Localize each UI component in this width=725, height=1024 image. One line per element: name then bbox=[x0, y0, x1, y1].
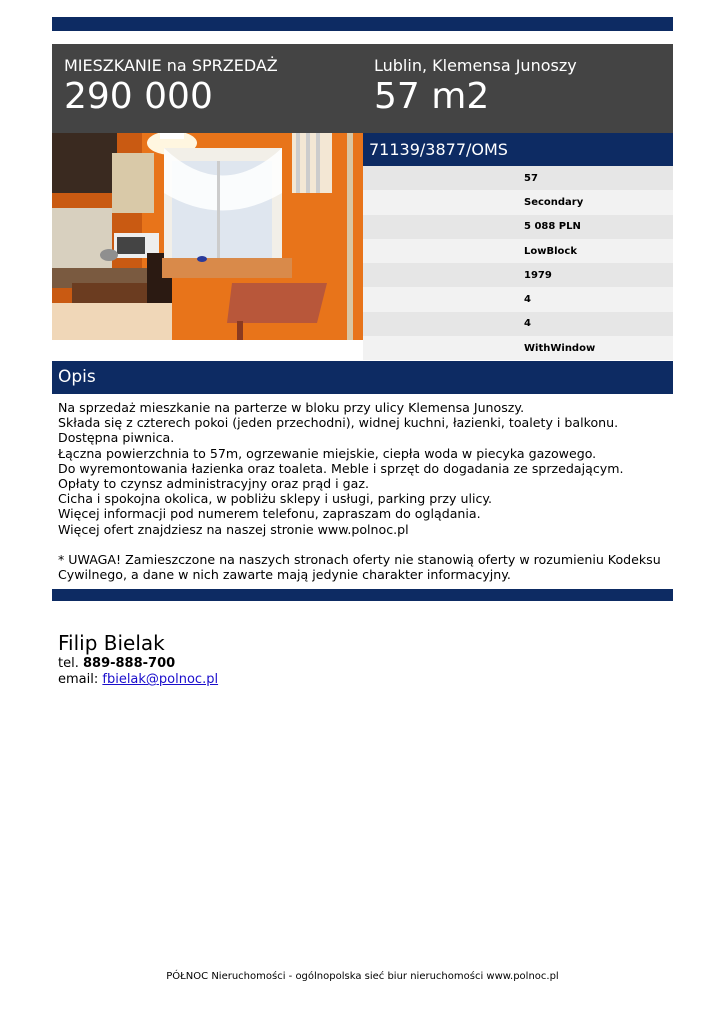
phone-label: tel. bbox=[58, 656, 79, 671]
param-value: 1979 bbox=[524, 269, 552, 281]
listing-area: 57 m2 bbox=[374, 76, 490, 117]
email-link[interactable]: fbielak@polnoc.pl bbox=[102, 672, 219, 687]
param-row bbox=[363, 336, 673, 360]
reference-number: 71139/3877/OMS bbox=[369, 140, 508, 159]
listing-reference bbox=[363, 133, 673, 166]
param-row bbox=[363, 239, 673, 263]
header-right bbox=[374, 56, 577, 118]
param-row bbox=[363, 263, 673, 287]
description-line: Do wyremontowania łazienka oraz toaleta. Meble i sprzęt do dogadania ze sprzedającym. bbox=[58, 460, 624, 476]
param-value: 5 088 PLN bbox=[524, 221, 581, 233]
description-heading-bar bbox=[52, 361, 673, 394]
phone-number: 889-888-700 bbox=[82, 656, 176, 671]
param-row bbox=[363, 312, 673, 336]
description-line: Cicha i spokojna okolica, w pobliżu sklepy i usługi, parking przy ulicy. bbox=[58, 491, 493, 507]
param-value: LowBlock bbox=[524, 245, 577, 257]
agent-email-line bbox=[58, 672, 218, 688]
description-line: Opłaty to czynsz administracyjny oraz prąd i gaz. bbox=[58, 476, 369, 492]
agent-name: Filip Bielak bbox=[58, 631, 165, 655]
listing-location: Lublin, Klemensa Junoszy bbox=[374, 56, 577, 75]
param-row bbox=[363, 190, 673, 214]
apartment-photo bbox=[52, 133, 363, 340]
description-body bbox=[58, 400, 670, 582]
param-row bbox=[363, 215, 673, 239]
param-value: Secondary bbox=[524, 196, 584, 208]
param-value: WithWindow bbox=[524, 342, 596, 354]
page-footer: PÓŁNOC Nieruchomości - ogólnopolska sieć biur nieruchomości www.polnoc.pl bbox=[166, 971, 559, 982]
listing-price: 290 000 bbox=[64, 76, 213, 117]
listing-type: MIESZKANIE na SPRZEDAŻ bbox=[64, 56, 278, 75]
agent-contact bbox=[58, 630, 218, 688]
description-line: Więcej ofert znajdziesz na naszej stronie www.polnoc.pl bbox=[58, 521, 409, 537]
listing-params-table bbox=[363, 166, 673, 360]
description-line: Łączna powierzchnia to 57m, ogrzewanie miejskie, ciepła woda w piecyka gazowego. bbox=[58, 445, 597, 461]
param-value: 4 bbox=[524, 318, 531, 330]
description-spacer bbox=[58, 537, 670, 552]
bottom-accent-bar bbox=[52, 589, 673, 601]
description-line: Na sprzedaż mieszkanie na parterze w bloku przy ulicy Klemensa Junoszy. bbox=[58, 400, 525, 415]
header-left bbox=[64, 56, 278, 118]
agent-phone-line bbox=[58, 656, 218, 672]
param-row bbox=[363, 166, 673, 190]
description-heading: Opis bbox=[58, 367, 96, 387]
listing-header bbox=[52, 44, 673, 133]
description-line: Więcej informacji pod numerem telefonu, zapraszam do oglądania. bbox=[58, 506, 481, 522]
param-value: 4 bbox=[524, 294, 531, 306]
email-label: email: bbox=[58, 672, 99, 687]
disclaimer: * UWAGA! Zamieszczone na naszych stronach oferty nie stanowią oferty w rozumieniu Kodeksu Cywilnego, a dane w nich zawarte mają jedynie charakter informacyjny. bbox=[58, 552, 661, 583]
param-row bbox=[363, 287, 673, 311]
top-accent-bar bbox=[52, 17, 673, 31]
description-line: Składa się z czterech pokoi (jeden przechodni), widnej kuchni, łazienki, toalety i balkonu. Dostępna piwnica. bbox=[58, 415, 619, 446]
param-value: 57 bbox=[524, 172, 538, 184]
